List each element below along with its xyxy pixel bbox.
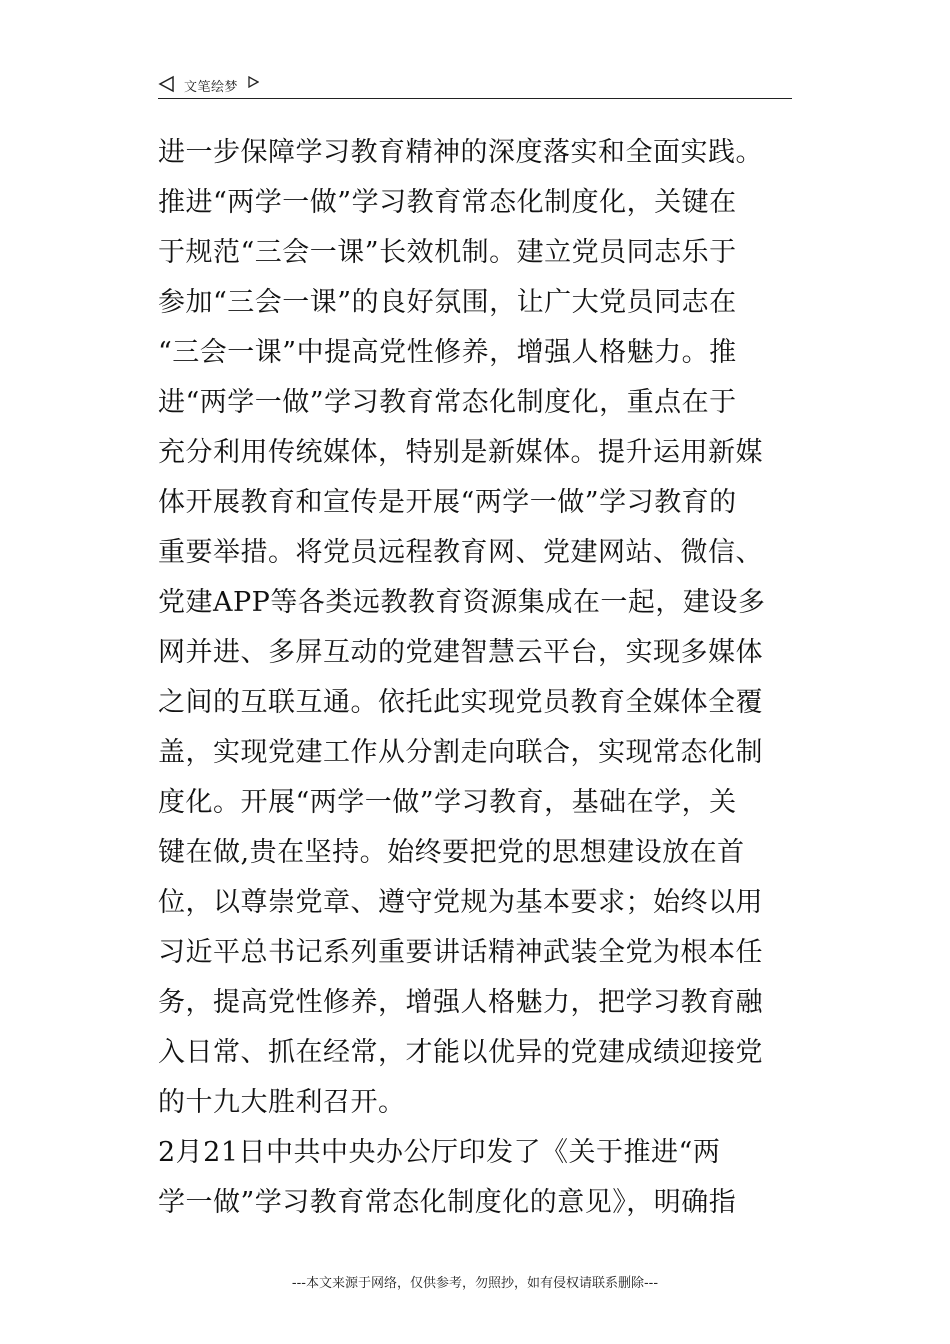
paragraph-1 [158,128,798,1128]
paragraph-2 [158,1128,798,1228]
page-footer: ---本文来源于网络，仅供参考，勿照抄，如有侵权请联系删除--- [291,1276,659,1291]
text-line: 进“两学一做”学习教育常态化制度化，重点在于 [158,387,737,418]
text-line: 充分利用传统媒体，特别是新媒体。提升运用新媒 [158,437,763,468]
text-line: 网并进、多屏互动的党建智慧云平台，实现多媒体 [158,637,763,668]
text-line: 之间的互联互通。依托此实现党员教育全媒体全覆 [158,687,763,718]
triangle-right-outline-icon [247,76,259,88]
triangle-left-outline-icon [158,75,176,93]
text-line: 重要举措。将党员远程教育网、党建网站、微信、 [158,537,763,568]
text-line: “三会一课”中提高党性修养，增强人格魅力。推 [158,337,737,368]
document-body [158,128,798,1228]
text-line: 入日常、抓在经常，才能以优异的党建成绩迎接党 [158,1037,763,1068]
text-line: 党建APP等各类远教教育资源集成在一起，建设多 [158,587,766,618]
text-line: 度化。开展“两学一做”学习教育，基础在学，关 [158,787,737,818]
text-line: 的十九大胜利召开。 [158,1087,406,1118]
text-line: 推进“两学一做”学习教育常态化制度化，关键在 [158,187,737,218]
text-line: 体开展教育和宣传是开展“两学一做”学习教育的 [158,487,737,518]
page-header [158,74,792,99]
text-line: 位，以尊崇党章、遵守党规为基本要求；始终以用 [158,887,763,918]
text-line: 于规范“三会一课”长效机制。建立党员同志乐于 [158,237,737,268]
text-line: 习近平总书记系列重要讲话精神武装全党为根本任 [158,937,763,968]
text-line: 进一步保障学习教育精神的深度落实和全面实践。 [158,137,763,168]
text-line: 务，提高党性修养，增强人格魅力，把学习教育融 [158,987,763,1018]
text-line: 参加“三会一课”的良好氛围，让广大党员同志在 [158,287,737,318]
header-title: 文笔绘梦 [184,80,239,95]
text-line: 2月21日中共中央办公厅印发了《关于推进“两 [158,1137,721,1168]
text-line: 键在做,贵在坚持。始终要把党的思想建设放在首 [158,837,745,868]
text-line: 盖，实现党建工作从分割走向联合，实现常态化制 [158,737,763,768]
text-line: 学一做”学习教育常态化制度化的意见》，明确指 [158,1187,737,1218]
